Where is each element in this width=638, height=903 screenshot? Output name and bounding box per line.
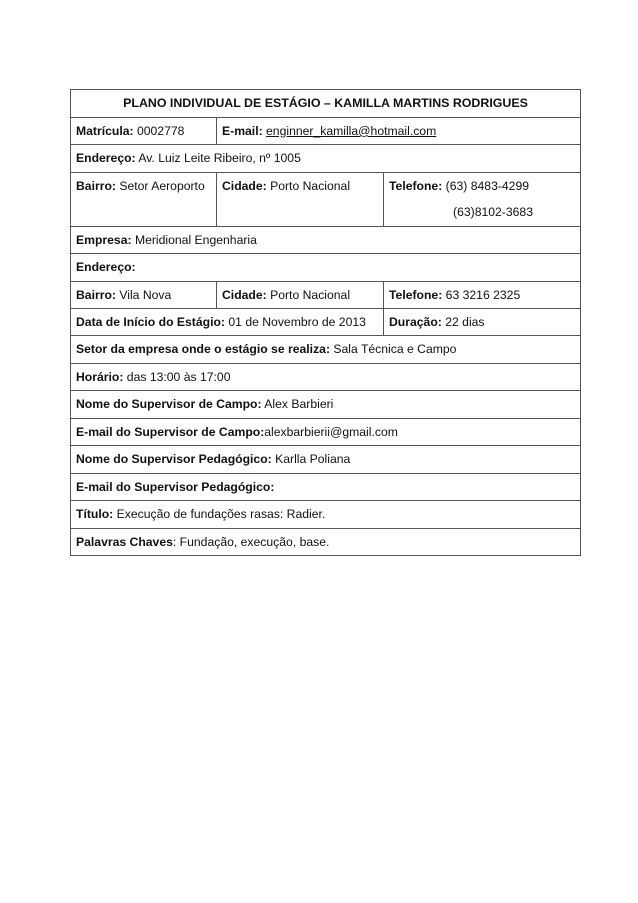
- company-telefone-cell: [384, 281, 581, 308]
- company-bairro-value: Vila Nova: [119, 287, 172, 302]
- company-bairro-label: Bairro:: [76, 287, 116, 302]
- duration-cell: [384, 309, 581, 336]
- internship-plan-table: [70, 89, 581, 556]
- student-telefone-value: (63) 8483-4299: [445, 178, 530, 193]
- pedagogical-supervisor-email-row: [71, 473, 581, 500]
- company-address-cell: [71, 254, 581, 281]
- student-cidade-cell: [217, 172, 384, 226]
- student-telefone-cell: [384, 172, 581, 226]
- duration-value: 22 dias: [445, 315, 485, 330]
- sector-label: Setor da empresa onde o estágio se realiza:: [76, 342, 330, 357]
- company-location-row: [71, 281, 581, 308]
- student-id-row: [71, 117, 581, 144]
- student-cidade-value: Porto Nacional: [270, 178, 351, 193]
- field-supervisor-label: Nome do Supervisor de Campo:: [76, 397, 262, 412]
- title-topic-cell: [71, 501, 581, 528]
- student-address-value: Av. Luiz Leite Ribeiro, nº 1005: [138, 151, 301, 166]
- field-supervisor-cell: [71, 391, 581, 418]
- field-supervisor-value: Alex Barbieri: [264, 397, 334, 412]
- student-address-row: [71, 145, 581, 172]
- company-address-label: Endereço:: [76, 260, 136, 275]
- document-title: PLANO INDIVIDUAL DE ESTÁGIO – KAMILLA MARTINS RODRIGUES: [71, 90, 581, 118]
- company-telefone-value: 63 3216 2325: [445, 287, 521, 302]
- company-name-value: Meridional Engenharia: [134, 232, 257, 247]
- student-bairro-value: Setor Aeroporto: [119, 178, 205, 193]
- student-telefone-value-2: (63)8102-3683: [453, 205, 533, 220]
- schedule-cell: [71, 363, 581, 390]
- company-address-row: [71, 254, 581, 281]
- start-date-label: Data de Início do Estágio:: [76, 315, 225, 330]
- title-topic-row: [71, 501, 581, 528]
- keywords-cell: [71, 528, 581, 555]
- company-cidade-value: Porto Nacional: [270, 287, 351, 302]
- field-supervisor-email-cell: [71, 418, 581, 445]
- company-telefone-label: Telefone:: [389, 287, 443, 302]
- pedagogical-supervisor-email-label: E-mail do Supervisor Pedagógico:: [76, 479, 275, 494]
- keywords-row: [71, 528, 581, 555]
- duration-label: Duração:: [389, 315, 442, 330]
- sector-value: Sala Técnica e Campo: [333, 342, 457, 357]
- start-date-value: 01 de Novembro de 2013: [228, 315, 366, 330]
- student-address-label: Endereço:: [76, 151, 136, 166]
- company-name-label: Empresa:: [76, 232, 132, 247]
- student-telefone-label: Telefone:: [389, 178, 443, 193]
- sector-cell: [71, 336, 581, 363]
- start-date-row: [71, 309, 581, 336]
- student-cidade-label: Cidade:: [222, 178, 267, 193]
- company-name-cell: [71, 226, 581, 253]
- email-label: E-mail:: [222, 123, 263, 138]
- schedule-label: Horário:: [76, 369, 124, 384]
- field-supervisor-email-label: E-mail do Supervisor de Campo:: [76, 424, 265, 439]
- company-name-row: [71, 226, 581, 253]
- keywords-value: : Fundação, execução, base.: [172, 534, 330, 549]
- pedagogical-supervisor-value: Karlla Poliana: [275, 452, 351, 467]
- keywords-label: Palavras Chaves: [76, 534, 173, 549]
- pedagogical-supervisor-email-cell: [71, 473, 581, 500]
- matricula-cell: [71, 117, 217, 144]
- schedule-value: das 13:00 às 17:00: [126, 369, 231, 384]
- pedagogical-supervisor-label: Nome do Supervisor Pedagógico:: [76, 452, 272, 467]
- company-cidade-cell: [217, 281, 384, 308]
- title-row: [71, 90, 581, 118]
- schedule-row: [71, 363, 581, 390]
- student-location-row: [71, 172, 581, 226]
- title-topic-label: Título:: [76, 507, 114, 522]
- student-bairro-cell: [71, 172, 217, 226]
- email-cell: [217, 117, 581, 144]
- matricula-label: Matrícula:: [76, 123, 134, 138]
- field-supervisor-row: [71, 391, 581, 418]
- pedagogical-supervisor-row: [71, 446, 581, 473]
- field-supervisor-email-row: [71, 418, 581, 445]
- field-supervisor-email-value: alexbarbierii@gmail.com: [264, 424, 398, 439]
- company-cidade-label: Cidade:: [222, 287, 267, 302]
- student-bairro-label: Bairro:: [76, 178, 116, 193]
- title-topic-value: Execução de fundações rasas: Radier.: [116, 507, 326, 522]
- matricula-value: 0002778: [136, 123, 185, 138]
- start-date-cell: [71, 309, 384, 336]
- student-email-link[interactable]: enginner_kamilla@hotmail.com: [266, 123, 437, 138]
- pedagogical-supervisor-cell: [71, 446, 581, 473]
- sector-row: [71, 336, 581, 363]
- company-bairro-cell: [71, 281, 217, 308]
- student-address-cell: [71, 145, 581, 172]
